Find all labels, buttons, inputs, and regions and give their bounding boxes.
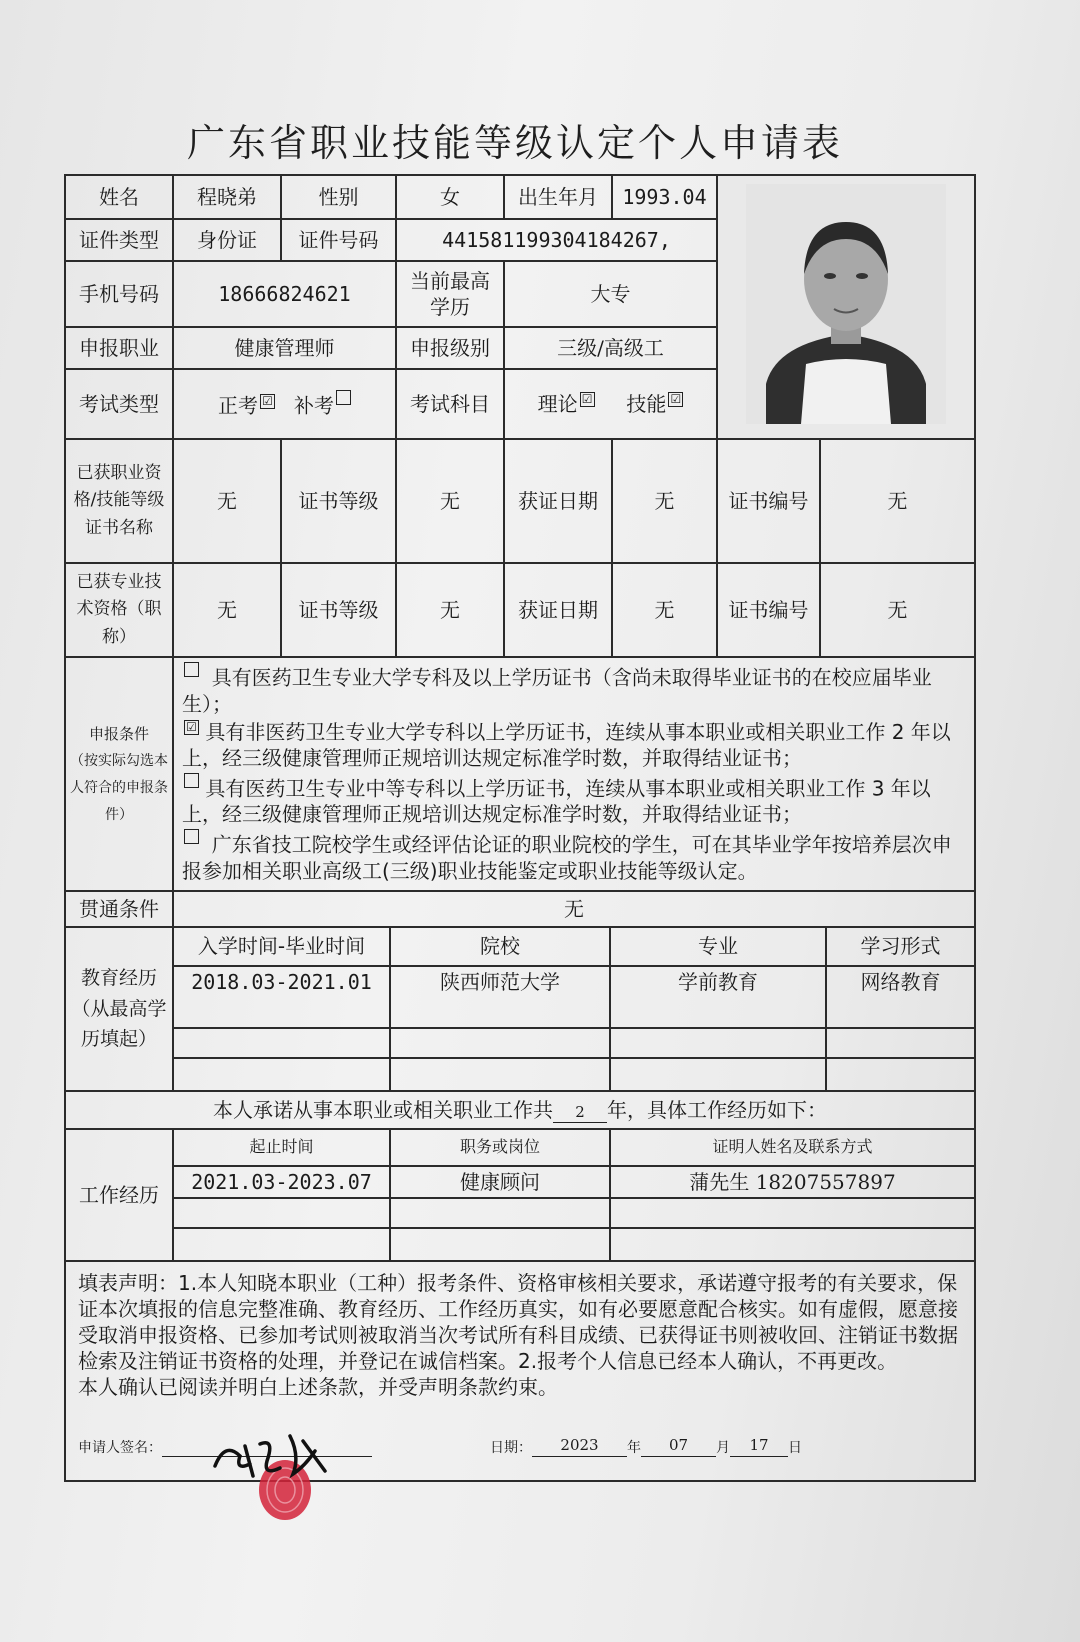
exam-skill-label: 技能	[626, 392, 667, 416]
condition-4-text: 广东省技工院校学生或经评估论证的职业院校的学生，可在其毕业学年按培养层次申报参加相关职业高级工(三级)职业技能鉴定或职业技能等级认定。	[182, 832, 952, 883]
qual-cert-level: 无	[396, 439, 504, 563]
work-cell	[173, 1129, 975, 1261]
date-year-unit: 年	[627, 1439, 641, 1456]
label-gender: 性别	[281, 175, 396, 219]
condition-3-checkbox[interactable]	[184, 773, 199, 788]
qual-cert-name: 无	[173, 439, 281, 563]
apply-conditions	[173, 657, 975, 891]
edu-empty-cell	[610, 1058, 826, 1090]
id-photo	[717, 175, 975, 439]
label-prof-cert-date: 获证日期	[504, 563, 612, 657]
prof-cert-no: 无	[820, 563, 975, 657]
declaration-text: 填表声明：1.本人知晓本职业（工种）报考条件、资格审核相关要求，承诺遵守报考的有关要求，保证本次填报的信息完整准确、教育经历、工作经历真实，如有必要愿意配合核实。如有虚假，愿意接受取消申报资格、已参加考试则被取消当次考试所有科目成绩、已获得证书则被收回、注销证书数据检索及注销证书资格的处理，并登记在诚信档案。2.报考个人信息已经本人确认，不再更改。	[78, 1270, 958, 1373]
edu-row-major: 学前教育	[610, 966, 826, 1028]
education-cell	[173, 927, 975, 1091]
table-row	[174, 966, 974, 1028]
label-name: 姓名	[65, 175, 173, 219]
work-header-time: 起止时间	[174, 1130, 390, 1166]
qual-cert-date: 无	[612, 439, 717, 563]
label-qual-cert-date: 获证日期	[504, 439, 612, 563]
application-table	[64, 174, 976, 1482]
condition-4-checkbox[interactable]	[184, 829, 199, 844]
value-id-no: 441581199304184267,	[396, 219, 717, 261]
table-row	[174, 1058, 974, 1090]
value-level: 三级/高级工	[504, 327, 717, 369]
signature-fingerprint-image	[205, 1426, 345, 1526]
work-empty-cell	[610, 1198, 974, 1228]
label-qual-cert-no: 证书编号	[717, 439, 820, 563]
condition-2-text: 具有非医药卫生专业大学专科以上学历证书，连续从事本职业或相关职业工作 2 年以上，经三级健康管理师正规培训达规定标准学时数，并取得结业证书；	[182, 719, 951, 770]
label-education: 教育经历（从最高学历填起）	[65, 927, 173, 1091]
date-month-unit: 月	[716, 1439, 730, 1456]
label-qual-cert-level: 证书等级	[281, 439, 396, 563]
condition-item	[182, 719, 966, 771]
exam-theory-label: 理论	[537, 392, 578, 416]
edu-row-time: 2018.03-2021.01	[174, 966, 390, 1028]
form-title: 广东省职业技能等级认定个人申请表	[186, 121, 843, 165]
work-row-time: 2021.03-2023.07	[174, 1166, 390, 1198]
exam-retake-label: 补考	[294, 393, 335, 418]
work-empty-cell	[174, 1228, 390, 1260]
date-month: 07	[641, 1436, 716, 1457]
label-birth: 出生年月	[504, 175, 612, 219]
pledge-years: 2	[553, 1103, 607, 1124]
edu-empty-cell	[826, 1028, 974, 1058]
declaration-confirm: 本人确认已阅读并明白上述条款，并受声明条款约束。	[78, 1374, 558, 1399]
declaration-cell	[65, 1261, 975, 1481]
value-id-type: 身份证	[173, 219, 281, 261]
label-apply-cond: 申报条件	[88, 724, 149, 743]
label-work: 工作经历	[65, 1129, 173, 1261]
label-exam-type: 考试类型	[65, 369, 173, 439]
label-prof-cert-level: 证书等级	[281, 563, 396, 657]
edu-empty-cell	[174, 1058, 390, 1090]
apply-cond-label-cell	[65, 657, 173, 891]
label-phone: 手机号码	[65, 261, 173, 327]
condition-1-checkbox[interactable]	[184, 662, 199, 677]
condition-3-text: 具有医药卫生专业中等专科以上学历证书，连续从事本职业或相关职业工作 3 年以上，经三级健康管理师正规培训达规定标准学时数，并取得结业证书；	[182, 776, 931, 827]
edu-empty-cell	[390, 1058, 610, 1090]
date-year: 2023	[532, 1436, 627, 1457]
qual-cert-no: 无	[820, 439, 975, 563]
pledge-prefix: 本人承诺从事本职业或相关职业工作共	[213, 1097, 553, 1122]
education-table	[174, 928, 974, 1090]
value-name: 程晓弟	[173, 175, 281, 219]
exam-formal-label: 正考	[217, 393, 258, 418]
condition-2-checkbox[interactable]: ☑	[184, 720, 199, 735]
exam-retake-checkbox[interactable]	[336, 390, 351, 405]
condition-item	[182, 662, 966, 717]
work-table	[174, 1130, 974, 1260]
label-id-no: 证件号码	[281, 219, 396, 261]
exam-theory-checkbox[interactable]: ☑	[580, 392, 595, 407]
value-edu-level: 大专	[504, 261, 717, 327]
pledge-suffix: 年，具体工作经历如下：	[607, 1097, 827, 1122]
label-id-type: 证件类型	[65, 219, 173, 261]
label-apply-cond-note: （按实际勾选本人符合的申报条件）	[70, 753, 168, 823]
exam-skill-checkbox[interactable]: ☑	[668, 392, 683, 407]
edu-header-time: 入学时间-毕业时间	[174, 928, 390, 966]
edu-empty-cell	[390, 1028, 610, 1058]
prof-cert-date: 无	[612, 563, 717, 657]
work-empty-cell	[390, 1228, 610, 1260]
label-level: 申报级别	[396, 327, 504, 369]
prof-cert-level: 无	[396, 563, 504, 657]
label-occupation: 申报职业	[65, 327, 173, 369]
table-row	[174, 1198, 974, 1228]
exam-formal-checkbox[interactable]: ☑	[260, 394, 275, 409]
prof-cert-name: 无	[173, 563, 281, 657]
condition-item	[182, 773, 966, 828]
condition-1-text: 具有医药卫生专业大学专科及以上学历证书（含尚未取得毕业证书的在校应届毕业生）；	[182, 665, 932, 716]
work-pledge	[65, 1091, 975, 1129]
table-row	[174, 1228, 974, 1260]
date-label: 日期：	[490, 1439, 532, 1456]
label-prof-cert: 已获专业技术资格（职称）	[65, 563, 173, 657]
label-through-cond: 贯通条件	[65, 891, 173, 927]
exam-subject-options	[504, 369, 717, 439]
value-gender: 女	[396, 175, 504, 219]
sign-label: 申请人签名：	[78, 1439, 162, 1456]
edu-header-major: 专业	[610, 928, 826, 966]
value-occupation: 健康管理师	[173, 327, 396, 369]
condition-item	[182, 829, 966, 884]
work-empty-cell	[610, 1228, 974, 1260]
edu-empty-cell	[610, 1028, 826, 1058]
table-row	[174, 1166, 974, 1198]
edu-row-school: 陕西师范大学	[390, 966, 610, 1028]
exam-type-options	[173, 369, 396, 439]
date-day-unit: 日	[788, 1439, 802, 1456]
value-birth: 1993.04	[612, 175, 717, 219]
work-header-position: 职务或岗位	[390, 1130, 610, 1166]
value-phone: 18666824621	[173, 261, 396, 327]
work-empty-cell	[390, 1198, 610, 1228]
table-row	[174, 1028, 974, 1058]
label-exam-subject: 考试科目	[396, 369, 504, 439]
date-day: 17	[730, 1436, 788, 1457]
label-prof-cert-no: 证书编号	[717, 563, 820, 657]
edu-empty-cell	[826, 1058, 974, 1090]
edu-header-school: 院校	[390, 928, 610, 966]
edu-row-form: 网络教育	[826, 966, 974, 1028]
work-empty-cell	[174, 1198, 390, 1228]
label-qual-cert: 已获职业资格/技能等级证书名称	[65, 439, 173, 563]
portrait-photo	[746, 184, 946, 424]
work-header-reference: 证明人姓名及联系方式	[610, 1130, 974, 1166]
edu-header-form: 学习形式	[826, 928, 974, 966]
work-row-reference: 蒲先生 18207557897	[610, 1166, 974, 1198]
edu-empty-cell	[174, 1028, 390, 1058]
value-through-cond: 无	[173, 891, 975, 927]
work-row-position: 健康顾问	[390, 1166, 610, 1198]
label-edu-level: 当前最高学历	[396, 261, 504, 327]
